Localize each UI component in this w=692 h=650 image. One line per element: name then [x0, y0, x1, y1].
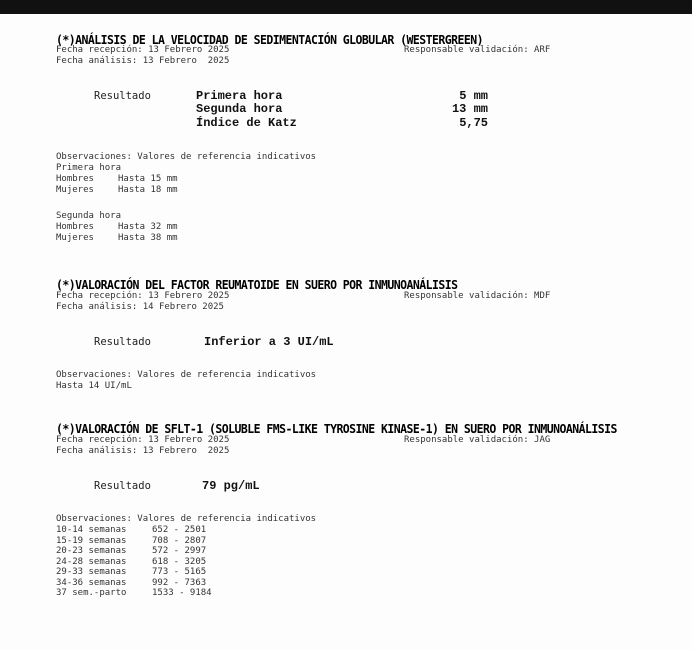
observations-text: Observaciones: Valores de referencia indicativos — [56, 514, 317, 524]
ref-period: 24-28 semanas — [56, 556, 127, 567]
validation-responsible: Responsable validación: JAG — [404, 435, 551, 445]
top-black-bar — [0, 0, 692, 14]
result-label: Resultado — [94, 336, 151, 348]
section-title: (*)ANÁLISIS DE LA VELOCIDAD DE SEDIMENTACIÓN GLOBULAR (WESTERGREEN) — [56, 32, 484, 48]
reception-date: Fecha recepción: 13 Febrero 2025 — [56, 45, 230, 55]
result-item-name: Índice de Katz — [196, 116, 297, 130]
ref-range: 618 - 3205 — [152, 556, 207, 567]
analysis-date: Fecha análisis: 13 Febrero 2025 — [56, 446, 230, 456]
ref-group-title: Segunda hora — [56, 211, 122, 221]
reference-table — [56, 525, 356, 599]
ref-group-title: Primera hora — [56, 163, 122, 173]
result-item-value: 5,75 — [459, 116, 488, 130]
ref-table-row — [56, 536, 356, 547]
result-item-name: Primera hora — [196, 89, 283, 103]
ref-table-row — [56, 557, 356, 568]
ref-value-women: Hasta 18 mm — [118, 185, 178, 195]
reference-text: Hasta 14 UI/mL — [56, 381, 132, 391]
ref-period: 10-14 semanas — [56, 525, 127, 535]
validation-responsible: Responsable validación: MDF — [404, 291, 551, 301]
validation-responsible: Responsable validación: ARF — [404, 45, 551, 55]
observations-text: Observaciones: Valores de referencia indicativos — [56, 370, 317, 380]
ref-range: 572 - 2997 — [152, 546, 207, 556]
ref-value-men: Hasta 15 mm — [118, 174, 178, 184]
observations-text: Observaciones: Valores de referencia indicativos — [56, 152, 317, 162]
ref-value-women: Hasta 38 mm — [118, 233, 178, 243]
ref-label-men: Hombres — [56, 222, 94, 232]
ref-table-row — [56, 588, 356, 599]
ref-table-row — [56, 567, 356, 578]
result-value: 79 pg/mL — [202, 479, 260, 493]
analysis-date: Fecha análisis: 14 Febrero 2025 — [56, 302, 224, 312]
analysis-date: Fecha análisis: 13 Febrero 2025 — [56, 56, 230, 66]
section-title: (*)VALORACIÓN DE SFLT-1 (SOLUBLE FMS-LIKE TYROSINE KINASE-1) EN SUERO POR INMUNOANÁLISIS — [56, 421, 617, 437]
ref-period: 37 sem.-parto — [56, 588, 127, 598]
result-label: Resultado — [94, 480, 151, 492]
result-label: Resultado — [94, 90, 151, 102]
ref-range: 708 - 2807 — [152, 535, 207, 546]
result-item-value: 5 mm — [459, 89, 488, 103]
ref-period: 34-36 semanas — [56, 577, 127, 588]
ref-value-men: Hasta 32 mm — [118, 222, 178, 232]
ref-period: 15-19 semanas — [56, 535, 127, 546]
result-item-name: Segunda hora — [196, 102, 283, 116]
ref-label-women: Mujeres — [56, 233, 94, 243]
ref-range: 1533 - 9184 — [152, 588, 212, 598]
ref-range: 992 - 7363 — [152, 577, 207, 588]
section-title: (*)VALORACIÓN DEL FACTOR REUMATOIDE EN SUERO POR INMUNOANÁLISIS — [56, 277, 458, 293]
ref-table-row — [56, 546, 356, 557]
result-item-value: 13 mm — [451, 102, 488, 116]
ref-range: 773 - 5165 — [152, 567, 207, 577]
ref-period: 29-33 semanas — [56, 567, 127, 577]
ref-range: 652 - 2501 — [152, 525, 207, 535]
reception-date: Fecha recepción: 13 Febrero 2025 — [56, 291, 230, 301]
reception-date: Fecha recepción: 13 Febrero 2025 — [56, 435, 230, 445]
ref-table-row — [56, 525, 356, 536]
ref-label-men: Hombres — [56, 174, 94, 184]
ref-label-women: Mujeres — [56, 185, 94, 195]
result-value: Inferior a 3 UI/mL — [204, 335, 334, 349]
ref-period: 20-23 semanas — [56, 546, 127, 556]
ref-table-row — [56, 578, 356, 589]
lab-report-page — [0, 14, 692, 650]
